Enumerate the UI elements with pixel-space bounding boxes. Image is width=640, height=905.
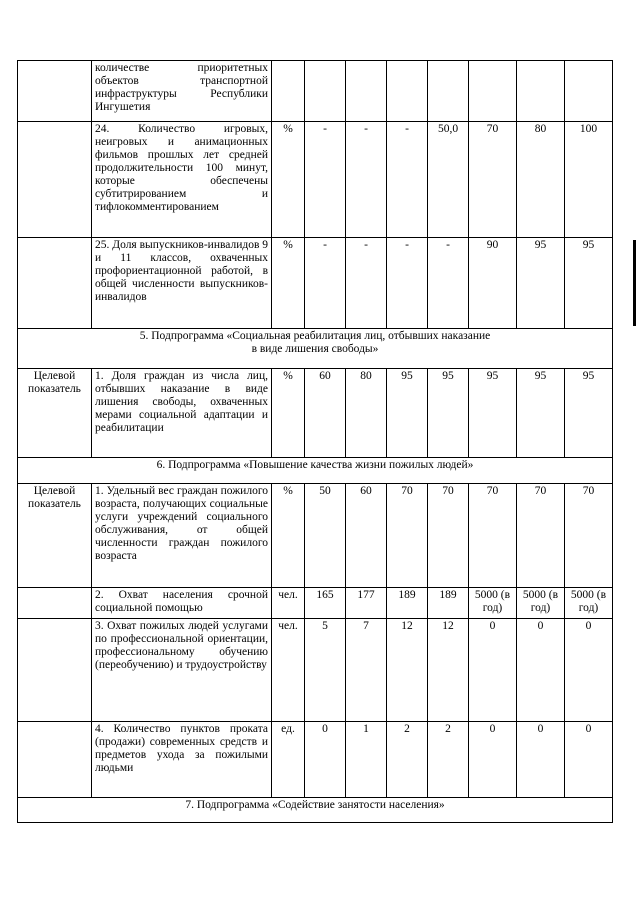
unit-cell: % [272,122,305,238]
value-cell: - [305,122,346,238]
indicator-description: 2. Охват населения срочной социальной помощью [92,588,272,619]
section-title: 7. Подпрограмма «Содействие занятости населения» [18,798,613,823]
value-cell: 80 [346,369,387,458]
value-cell: 5 [305,619,346,722]
unit-cell: % [272,484,305,588]
value-cell: 70 [517,484,565,588]
target-indicator-label: Целевой показатель [18,484,92,588]
value-cell: 95 [565,238,613,329]
value-cell: 95 [428,369,469,458]
value-cell: 70 [469,484,517,588]
value-cell: - [346,238,387,329]
value-cell: 189 [428,588,469,619]
value-cell: - [305,238,346,329]
table-row [18,722,613,798]
section-title-line: 5. Подпрограмма «Социальная реабилитация лиц, отбывших наказание [139,330,491,342]
value-cell: 50,0 [428,122,469,238]
value-cell: 2 [428,722,469,798]
value-cell: 95 [469,369,517,458]
value-cell: 1 [346,722,387,798]
value-cell: 0 [469,619,517,722]
value-cell: 100 [565,122,613,238]
indicator-description: 25. Доля выпускников-инвалидов 9 и 11 классов, охваченных профориентационной работой, в общей численности выпускников-инвалидов [92,238,272,329]
label-cell [18,588,92,619]
section-row [18,798,613,823]
value-cell: 0 [517,619,565,722]
table-row [18,238,613,329]
table-row [18,619,613,722]
unit-cell: % [272,369,305,458]
value-cell: 95 [517,238,565,329]
indicator-description: 1. Доля граждан из числа лиц, отбывших наказание в виде лишения свободы, охваченных мерами социальной адаптации и реабилитации [92,369,272,458]
value-cell: 177 [346,588,387,619]
value-cell: 12 [428,619,469,722]
value-cell: 0 [565,722,613,798]
section-title [18,329,613,369]
table-row [18,588,613,619]
indicator-description: 24. Количество игровых, неигровых и анимационных фильмов прошлых лет средней продолжительности 100 минут, которые обеспечены субтитрированием и тифлокомментированием [92,122,272,238]
table-row [18,61,613,122]
section-title: 6. Подпрограмма «Повышение качества жизни пожилых людей» [18,458,613,484]
value-cell: - [346,122,387,238]
value-cell: - [428,238,469,329]
value-cell: 5000 (в год) [565,588,613,619]
value-cell: 189 [387,588,428,619]
value-cell: 5000 (в год) [469,588,517,619]
value-cell: 70 [469,122,517,238]
value-cell: 2 [387,722,428,798]
value-cell: 70 [428,484,469,588]
table-row [18,369,613,458]
value-cell: - [387,238,428,329]
label-cell [18,61,92,122]
value-cell: 0 [565,619,613,722]
indicator-description: 1. Удельный вес граждан пожилого возраста, получающих социальные услуги учреждений социального обслуживания, от общей численности граждан пожилого возраста [92,484,272,588]
value-cell: 165 [305,588,346,619]
value-cell: 0 [469,722,517,798]
value-cell: 5000 (в год) [517,588,565,619]
indicator-description: количестве приоритетных объектов транспортной инфраструктуры Республики Ингушетия [92,61,272,122]
label-cell [18,122,92,238]
value-cell: 12 [387,619,428,722]
indicators-table [17,60,613,823]
value-cell: 95 [517,369,565,458]
value-cell: 95 [565,369,613,458]
value-cell: - [387,122,428,238]
page-edge-mark [633,240,636,326]
unit-cell: % [272,238,305,329]
table-row [18,484,613,588]
unit-cell: чел. [272,619,305,722]
value-cell: 50 [305,484,346,588]
section-row [18,329,613,369]
section-title-line: в виде лишения свободы» [251,343,379,355]
value-cell: 95 [387,369,428,458]
target-indicator-label: Целевой показатель [18,369,92,458]
label-cell [18,238,92,329]
value-cell: 0 [517,722,565,798]
indicator-description: 3. Охват пожилых людей услугами по профессиональной ориентации, профессиональному обучению (переобучению) и трудоустройству [92,619,272,722]
value-cell: 60 [305,369,346,458]
value-cell: 0 [305,722,346,798]
value-cell: 80 [517,122,565,238]
section-row [18,458,613,484]
unit-cell: ед. [272,722,305,798]
value-cell: 60 [346,484,387,588]
unit-cell: чел. [272,588,305,619]
value-cell: 70 [387,484,428,588]
label-cell [18,722,92,798]
value-cell: 7 [346,619,387,722]
value-cell: 70 [565,484,613,588]
table-row [18,122,613,238]
indicator-description: 4. Количество пунктов проката (продажи) современных средств и предметов ухода за пожилыми людьми [92,722,272,798]
label-cell [18,619,92,722]
value-cell: 90 [469,238,517,329]
